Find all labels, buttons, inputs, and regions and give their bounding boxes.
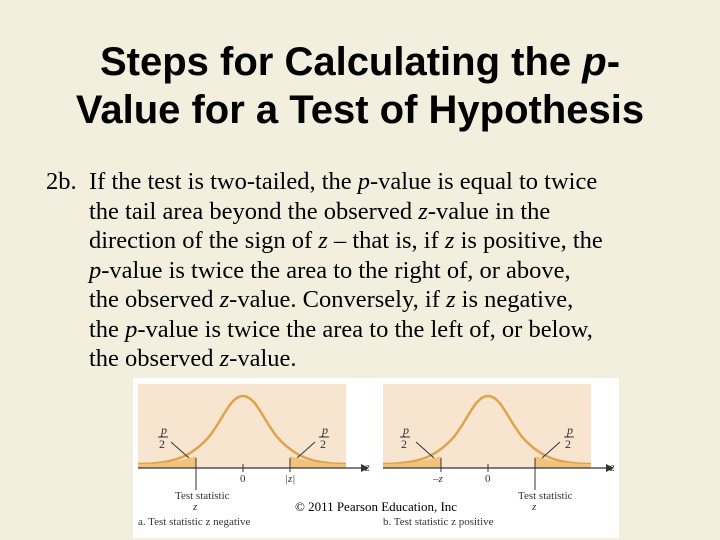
step-text: [89, 167, 696, 374]
panel-b-zero: 0: [485, 473, 491, 485]
panel-b-axis-label: z: [610, 460, 615, 474]
title-italic-p: p: [582, 40, 607, 84]
panel-b-caption: b. Test statistic z positive: [383, 516, 494, 528]
step-text-line: p-value is twice the area to the right of, or above,: [89, 256, 571, 284]
title-text: Steps for Calculating the: [99, 40, 583, 84]
panel-a-axis-label: z: [365, 460, 370, 474]
panel-b-p-right: p: [567, 423, 573, 437]
step-text-line: direction of the sign of z – that is, if z is positive, the: [89, 227, 603, 254]
panel-b-negz: –z: [433, 473, 443, 485]
step-number: 2b.: [46, 168, 77, 195]
step-paragraph: [46, 167, 696, 374]
two-tailed-figure: [133, 378, 619, 538]
panel-a-absz: |z|: [285, 473, 296, 485]
panel-a-caption: a. Test statistic z negative: [138, 516, 251, 528]
panel-a-zero: 0: [240, 473, 246, 485]
panel-a-stat-label: Test statistic: [175, 490, 230, 502]
step-text-line: the observed z-value. Conversely, if z is negative,: [89, 286, 574, 313]
step-text-line: If the test is two-tailed, the p-value is equal to twice: [89, 168, 598, 195]
copyright-notice: © 2011 Pearson Education, Inc: [294, 499, 458, 514]
slide-title: [0, 38, 720, 134]
panel-a-2-right: 2: [320, 437, 326, 451]
panel-b-stat-label: Test statistic: [518, 490, 573, 502]
panel-a-p-left: p: [161, 423, 167, 437]
panel-a-p-right: p: [322, 423, 328, 437]
title-hyphen: -: [606, 40, 621, 84]
panel-b-2-right: 2: [565, 437, 571, 451]
panel-a-stat-var: z: [193, 501, 198, 513]
panel-b-2-left: 2: [401, 437, 407, 451]
panel-a-2-left: 2: [159, 437, 165, 451]
title-line-1: [0, 38, 720, 86]
step-text-line: the tail area beyond the observed z-value in the: [89, 197, 551, 225]
panel-b-p-left: p: [403, 423, 409, 437]
step-text-line: the observed z-value.: [89, 345, 297, 372]
panel-b-stat-var: z: [532, 501, 537, 513]
title-line-2: Value for a Test of Hypothesis: [75, 88, 645, 132]
step-text-line: the p-value is twice the area to the left of, or below,: [89, 315, 593, 343]
